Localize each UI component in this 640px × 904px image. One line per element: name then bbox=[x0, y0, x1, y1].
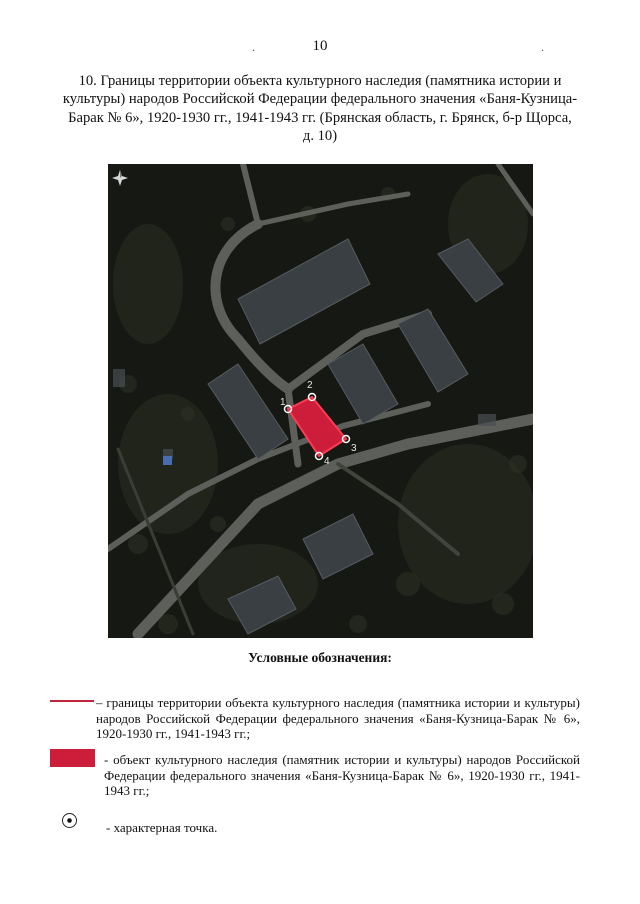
blue-marker bbox=[163, 456, 172, 465]
page-dot-right: . bbox=[541, 40, 544, 54]
legend-object-text: - объект культурного наследия (памятник истории и культуры) народов Российской Федерации федерального значения «Баня-Кузница-Барак № 6», 1920-1930 гг., 1941-1943 гг.; bbox=[104, 752, 580, 798]
boundary-line-swatch bbox=[50, 700, 94, 702]
point-1-label: 1 bbox=[280, 397, 286, 408]
satellite-map-svg bbox=[108, 164, 533, 638]
characteristic-point-icon bbox=[61, 812, 78, 829]
point-4-label: 4 bbox=[324, 456, 330, 467]
legend-boundary-text: – границы территории объекта культурного наследия (памятника истории и культуры) народов Российской Федерации федерального значения «Баня-Кузница-Барак № 6», 1920-1930 гг., 1941-1943 гг.; bbox=[96, 695, 580, 741]
page-number: 10 bbox=[312, 38, 328, 54]
object-fill-swatch bbox=[50, 749, 95, 767]
legend-point-text: - характерная точка. bbox=[106, 820, 218, 835]
point-2-label: 2 bbox=[307, 380, 313, 391]
satellite-map bbox=[108, 164, 533, 638]
page-heading: 10. Границы территории объекта культурного наследия (памятника истории и культуры) народов Российской Федерации федерального значения «Баня-Кузница-Барак № 6», 1920-1930 гг., 1941-1943 гг. (Брянская область, г. Брянск, б-р Щорса, д. 10) bbox=[62, 73, 578, 145]
point-3-label: 3 bbox=[351, 443, 357, 454]
page-dot-left: . bbox=[252, 40, 255, 54]
legend-title: Условные обозначения: bbox=[248, 650, 392, 665]
